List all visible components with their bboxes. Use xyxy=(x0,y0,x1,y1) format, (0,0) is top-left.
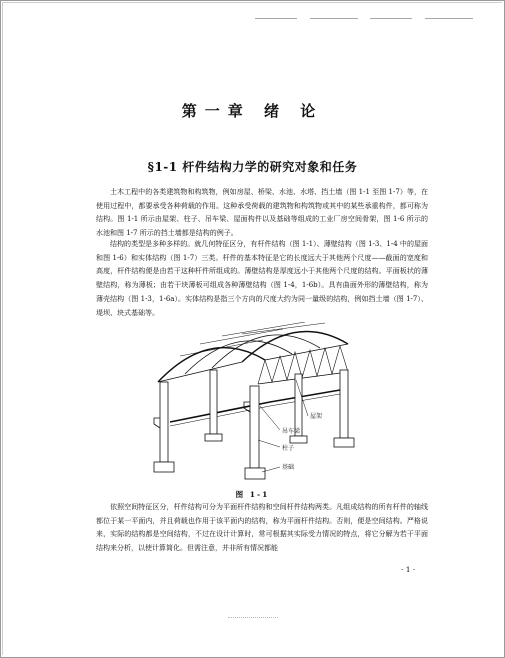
header-rule-3 xyxy=(370,18,412,19)
header-rule-4 xyxy=(425,18,473,19)
label-roof-truss: 屋架 xyxy=(310,413,323,420)
section-title: §1-1 杆件结构力学的研究对象和任务 xyxy=(147,160,358,174)
header-rule-2 xyxy=(310,18,358,19)
scan-artifact xyxy=(228,614,278,618)
label-foundation: 基础 xyxy=(282,464,295,471)
figure-industrial-frame xyxy=(150,322,360,487)
page-number: · 1 · xyxy=(401,565,416,574)
label-crane-beam: 吊车梁 xyxy=(282,428,301,435)
label-column: 柱子 xyxy=(282,445,295,452)
figure-caption: 图 1-1 xyxy=(235,490,270,499)
header-rule-1 xyxy=(255,18,297,19)
chapter-title: 第一章 绪 论 xyxy=(181,102,324,120)
paragraph-structure-types: 结构的类型是多种多样的。就几何特征区分，有杆件结构（图 1-1）、薄壁结构（图 1-3、1-4 中的屋面和图 1-6）和实体结构（图 1-7）三类。杆件的基本特征是它的长度远大于其他两个尺度——截面的宽度和高度，杆件结构便是由若干这种杆件所组成的。薄壁结构是厚度远小于其他两个尺度的结构。平面板状的薄壁结构，称为薄板；由若干块薄板可组成各种薄壁结构（图 1-4，1-6b）。具有曲面外形的薄壁结构，称为薄壳结构（图 1-3，1-6a）。实体结构是指三个方向的尺度大约为同一量级的结构，例如挡土墙（图 1-7）、堤坝、块式基础等。 xyxy=(96,240,428,317)
paragraph-spatial-classification: 依照空间特征区分，杆件结构可分为平面杆件结构和空间杆件结构两类。凡组成结构的所有杆件的轴线都位于某一平面内，并且荷载也作用于该平面内的结构，称为平面杆件结构。否则，便是空间结构。严格说来，实际的结构都是空间结构，不过在设计计算时，常可根据其实际受力情况的特点，将它分解为若干平面结构来分析，以使计算简化。但需注意，并非所有情况都能 xyxy=(96,503,428,553)
paragraph-intro: 土木工程中的各类建筑物和构筑物，例如房屋、桥梁、水池、水塔、挡土墙（图 1-1 至图 1-7）等，在使用过程中，都要承受各种荷载的作用。这种承受荷载的建筑物和构筑物或其中的某些承重构件，都可称为结构。图 1-1 所示由屋架、柱子、吊车梁、屋面构件以及基础等组成的工业厂房空间骨架，图 1-6 所示的水池和图 1-7 所示的挡土墙都是结构的例子。 xyxy=(96,188,428,238)
